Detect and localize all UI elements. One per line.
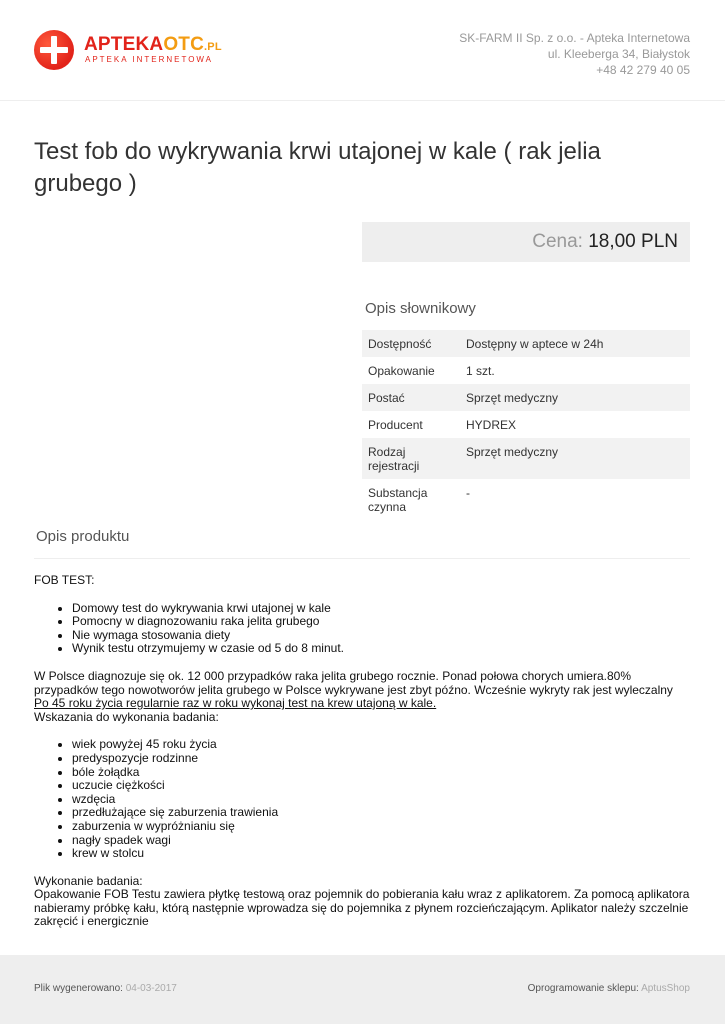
attribute-value: HYDREX: [466, 418, 517, 432]
attribute-key: Producent: [368, 418, 423, 432]
table-row: [362, 438, 690, 479]
indications-heading: Wskazania do wykonania badania:: [34, 709, 219, 724]
table-row: [362, 384, 690, 411]
procedure-text: Opakowanie FOB Testu zawiera płytkę testową oraz pojemnik do pobierania kału wraz z aplikatorem. Za pomocą aplikatora nabieramy próbkę kału, którą następnie wprowadza się do pojemnika z płynem rozcieńczającym. Aplikator należy szczelnie zakręcić i energicznie: [34, 887, 690, 929]
attribute-key: Rodzaj rejestracji: [362, 438, 460, 479]
list-item: • Wynik testu otrzymujemy w czasie od 5 do 8 minut.: [72, 642, 694, 656]
list-item: • wzdęcia: [72, 793, 694, 807]
product-title: Test fob do wykrywania krwi utajonej w kale ( rak jelia grubego ): [34, 138, 601, 197]
dictionary-table: [362, 330, 690, 520]
company-info: [459, 30, 690, 78]
list-item: • Domowy test do wykrywania krwi utajonej w kale: [72, 602, 694, 616]
company-name: SK-FARM II Sp. z o.o. - Apteka Internetowa: [459, 31, 690, 45]
software-label: Oprogramowanie sklepu:: [527, 983, 639, 994]
price-value: 18,00 PLN: [588, 231, 678, 252]
list-item: • Nie wymaga stosowania diety: [72, 629, 694, 643]
procedure-heading: Wykonanie badania:: [34, 873, 143, 888]
price-label: Cena:: [532, 231, 583, 252]
logo-tagline: APTEKA INTERNETOWA: [85, 55, 214, 64]
indications-list: [34, 738, 694, 860]
page-footer: [0, 955, 725, 1024]
list-item: • bóle żołądka: [72, 766, 694, 780]
attribute-value: 1 szt.: [466, 364, 495, 378]
apteka-logo[interactable]: [34, 30, 234, 74]
attribute-value: Dostępny w aptece w 24h: [460, 330, 690, 357]
description-paragraph: W Polsce diagnozuje się ok. 12 000 przypadków raka jelita grubego rocznie. Ponad połowa chorych umiera.80% przypadków tego nowotworów jelita grubego w Polsce wykrywane jest zbyt późno. Wcześnie wykryty rak jest wyleczalny: [34, 668, 673, 697]
description-heading: FOB TEST:: [34, 573, 95, 587]
attribute-key: Postać: [362, 384, 460, 411]
attribute-value: Sprzęt medyczny: [460, 438, 690, 479]
company-phone: +48 42 279 40 05: [596, 63, 690, 77]
recommendation-text: Po 45 roku życia regularnie raz w roku wykonaj test na krew utajoną w kale.: [34, 696, 437, 711]
features-list: [34, 602, 694, 656]
attribute-value: -: [466, 486, 470, 500]
dictionary-title: Opis słownikowy: [365, 300, 476, 317]
list-item: • Pomocny w diagnozowaniu raka jelita grubego: [72, 615, 694, 629]
page-header: [0, 0, 725, 101]
list-item: • predyspozycje rodzinne: [72, 752, 694, 766]
table-row: [362, 411, 690, 438]
generated-label: Plik wygenerowano:: [34, 983, 123, 994]
list-item: • wiek powyżej 45 roku życia: [72, 738, 694, 752]
attribute-key: Dostępność: [362, 330, 460, 357]
table-row: [362, 479, 690, 520]
logo-wordmark: APTEKAOTC.PL: [84, 34, 222, 55]
software-link[interactable]: AptusShop: [641, 983, 690, 994]
attribute-value: Sprzęt medyczny: [460, 384, 690, 411]
list-item: • zaburzenia w wypróżnianiu się: [72, 820, 694, 834]
attribute-key: Substancja czynna: [368, 486, 428, 514]
pharmacy-cross-icon: [34, 30, 74, 70]
price-box: [362, 222, 690, 262]
company-address: ul. Kleeberga 34, Białystok: [547, 47, 690, 61]
generated-date: 04-03-2017: [125, 983, 177, 994]
section-divider: [34, 558, 690, 559]
list-item: • nagły spadek wagi: [72, 834, 694, 848]
product-description: [34, 574, 694, 929]
list-item: • krew w stolcu: [72, 847, 694, 861]
list-item: • uczucie ciężkości: [72, 779, 694, 793]
table-row: [362, 357, 690, 384]
list-item: • przedłużające się zaburzenia trawienia: [72, 806, 694, 820]
attribute-key: Opakowanie: [368, 364, 435, 378]
table-row: [362, 330, 690, 357]
description-title: Opis produktu: [36, 528, 130, 545]
